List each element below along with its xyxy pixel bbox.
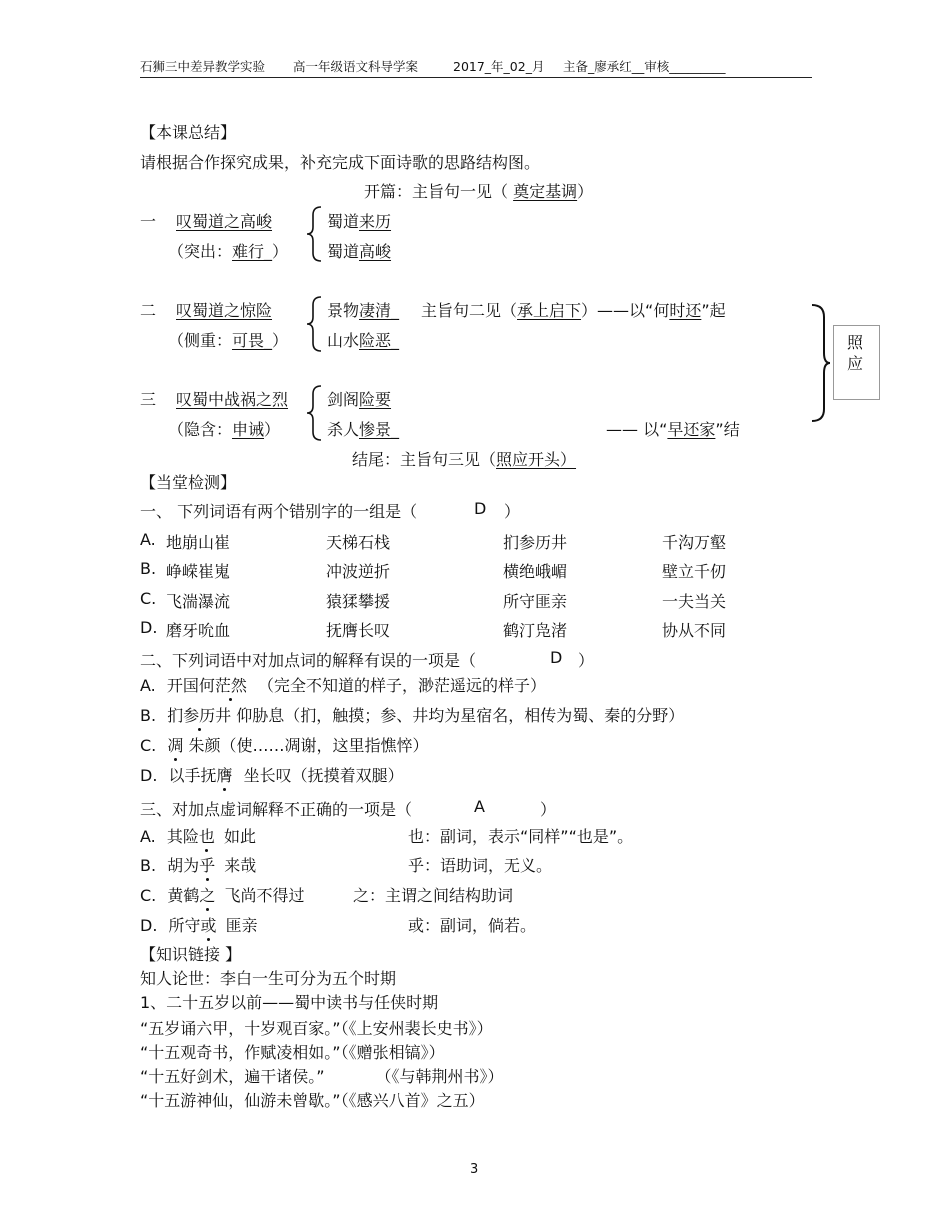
section3-title: 叹蜀中战祸之烈 <box>176 390 289 409</box>
section3-number: 三 <box>140 390 157 409</box>
echo-char-1: 照 <box>847 333 864 352</box>
echo-char-2: 应 <box>847 354 864 373</box>
q3-stem: 三、对加点虚词解释不正确的一项是（ <box>140 800 413 819</box>
q1-answer: D <box>474 499 487 518</box>
section2-theme-line: 主旨句二见（承上启下）——以“何时还”起 <box>421 301 726 320</box>
q1-close: ） <box>504 502 521 521</box>
header-school: 石狮三中差异教学实验 <box>140 59 266 74</box>
opening-answer: 奠定基调 <box>513 182 578 201</box>
knowledge-line1: 知人论世：李白一生可分为五个时期 <box>140 969 397 988</box>
knowledge-quote: “十五游神仙，仙游未曾歇。”（《感兴八首》之五） <box>140 1091 485 1110</box>
section1-brace <box>305 205 325 263</box>
section1-branch1: 蜀道来历 <box>327 212 392 231</box>
header-editor: 主备_廖承红__审核_________ <box>563 59 726 74</box>
section2-number: 二 <box>140 301 157 320</box>
section1-branch2: 蜀道高峻 <box>327 242 392 261</box>
knowledge-heading: 【知识链接 】 <box>140 945 242 964</box>
section3-end-line: —— 以“早还家”结 <box>606 420 740 439</box>
test-heading: 【当堂检测】 <box>140 473 237 492</box>
echo-brace <box>808 303 832 423</box>
section2-brace <box>305 295 325 353</box>
ending-line: 结尾：主旨句三见（照应开头） <box>352 450 577 469</box>
summary-heading: 【本课总结】 <box>140 123 237 142</box>
q2-close: ） <box>578 651 595 670</box>
summary-instruction: 请根据合作探究成果，补充完成下面诗歌的思路结构图。 <box>140 153 541 172</box>
q2-option-c: C. 凋 朱颜（使……凋谢，这里指憔悴） <box>140 733 428 756</box>
q2-option-a: A. 开国何茫然 （完全不知道的样子，渺茫遥远的样子） <box>140 673 546 696</box>
section2-title: 叹蜀道之惊险 <box>176 301 273 320</box>
q2-answer: D <box>550 648 563 667</box>
q2-option-d: D. 以手抚膺 坐长叹（抚摸着双腿） <box>140 763 404 786</box>
section2-branch2: 山水险恶_ <box>327 331 400 350</box>
header-date: 2017_年_02_月 <box>453 59 545 74</box>
knowledge-quote: “十五好剑术，遍干诸侯。” （《与韩荆州书》） <box>140 1067 504 1086</box>
q2-option-b: B. 扪参历井 仰胁息（扪，触摸；参、井均为星宿名，相传为蜀、秦的分野） <box>140 703 684 726</box>
opening-line: 开篇：主旨句一见（ 奠定基调） <box>364 182 594 201</box>
section1-note: （突出：难行_） <box>168 242 289 261</box>
header-subject: 高一年级语文科导学案 <box>293 59 419 74</box>
page-number: 3 <box>470 1162 479 1177</box>
section3-brace <box>305 384 325 442</box>
section1-title: 叹蜀道之高峻 <box>176 212 273 231</box>
knowledge-quote: “十五观奇书，作赋凌相如。”（《赠张相镐》） <box>140 1043 445 1062</box>
knowledge-quote: “五岁诵六甲，十岁观百家。”（《上安州裴长史书》） <box>140 1019 493 1038</box>
section1-number: 一 <box>140 212 157 231</box>
section3-note: （隐含：申诫） <box>168 420 281 439</box>
section2-branch1: 景物凄清_ <box>327 301 400 320</box>
section2-note: （侧重：可畏_） <box>168 331 289 350</box>
header-rule <box>140 77 812 78</box>
q2-stem: 二、下列词语中对加点词的解释有误的一项是（ <box>140 651 477 670</box>
section3-branch1: 剑阁险要 <box>327 390 392 409</box>
q3-close: ） <box>540 800 557 819</box>
q3-answer: A <box>474 797 485 816</box>
section3-branch2: 杀人惨景_ <box>327 420 400 439</box>
q1-stem: 一、 下列词语有两个错别字的一组是（ <box>140 502 418 521</box>
knowledge-line2: 1、二十五岁以前——蜀中读书与任侠时期 <box>140 993 439 1012</box>
